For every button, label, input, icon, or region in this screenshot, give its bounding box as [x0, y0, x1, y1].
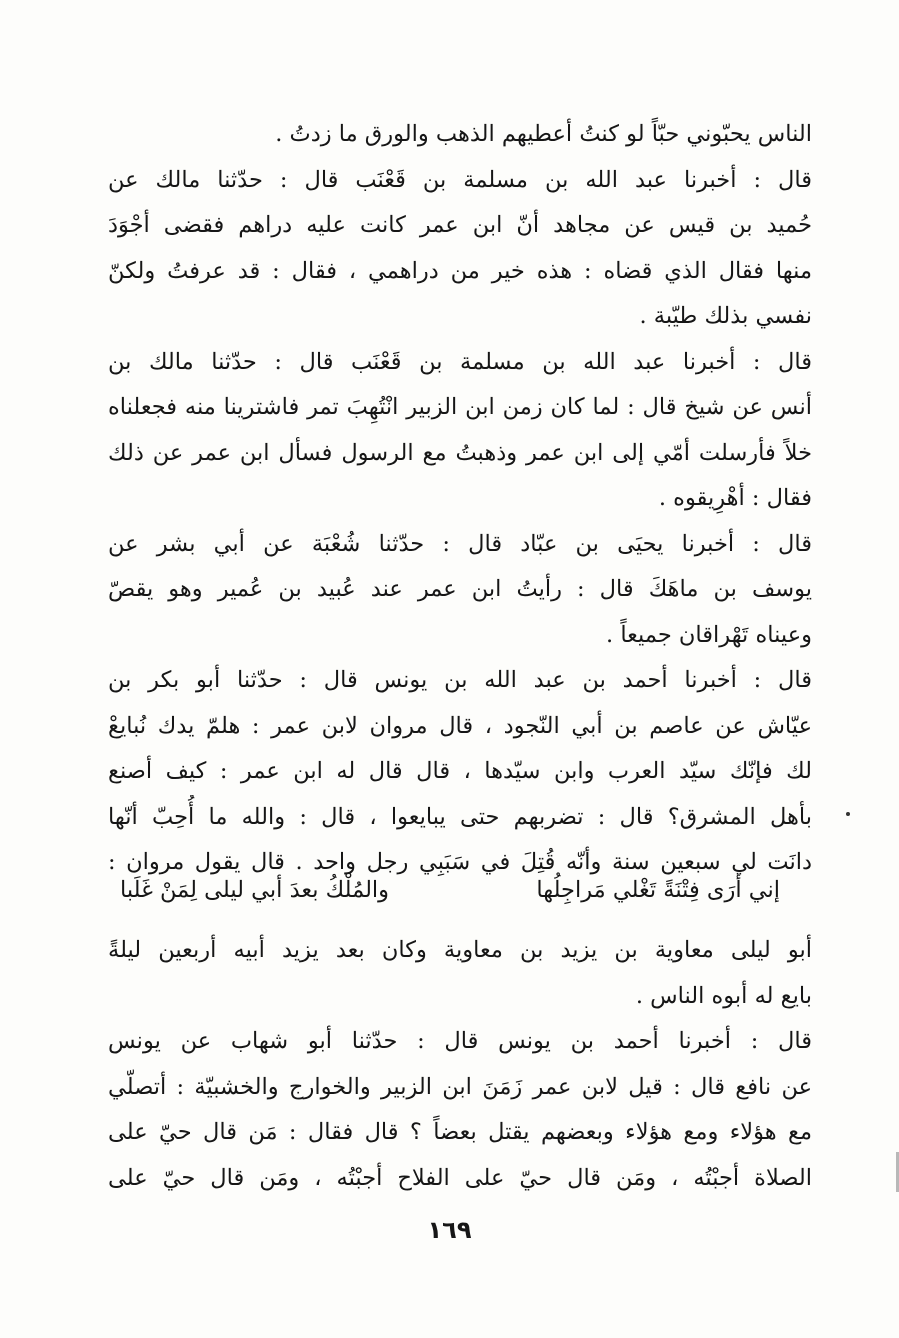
text-line: منها فقال الذي قضاه : هذه خير من دراهمي ، فقال : قد عرفتُ ولكنّ [108, 257, 812, 284]
text-line: قال : أخبرنا أحمد بن يونس قال : حدّثنا أبو شهاب عن يونس [108, 1028, 812, 1054]
text-line: عيّاش عن عاصم بن أبي النّجود ، قال مروان لابن عمر : هلمّ يدك نُبايعْ [108, 712, 812, 739]
page-number: ١٦٩ [427, 1216, 472, 1244]
main-text-block [108, 112, 812, 886]
text-line: أنس عن شيخ قال : لما كان زمن ابن الزبير انْتُهِبَ تمر فاشترينا منه فجعلناه [108, 394, 812, 420]
text-line: بأهل المشرق؟ قال : تضربهم حتى يبايعوا ، قال : والله ما أُحِبّ أنّها [108, 803, 812, 830]
verse-first-hemistich: إني أرَى فِتْنَةً تَغْلي مَراجِلُها [536, 877, 780, 903]
text-line: لك فإنّك سيّد العرب وابن سيّدها ، قال قال له ابن عمر : كيف أصنع [108, 758, 812, 784]
text-line: أبو ليلى معاوية بن يزيد بن معاوية وكان بعد يزيد أبيه أربعين ليلةً [108, 937, 812, 963]
text-line: قال : أخبرنا يحيَى بن عبّاد قال : حدّثنا شُعْبَة عن أبي بشر عن [108, 530, 812, 557]
text-line: حُميد بن قيس عن مجاهد أنّ ابن عمر كانت عليه دراهم فقضى أجْوَدَ [108, 212, 812, 238]
text-line: فقال : أهْرِيقوه . [658, 485, 812, 511]
continued-text-block [108, 928, 812, 1201]
text-line: نفسي بذلك طيّبة . [639, 303, 812, 329]
text-line: يوسف بن ماهَكَ قال : رأيتُ ابن عمر عند عُبيد بن عُمير وهو يقصّ [108, 576, 812, 602]
text-line: قال : أخبرنا عبد الله بن مسلمة بن قَعْنَب قال : حدّثنا مالك عن [108, 166, 812, 193]
text-line: الصلاة أجبْتُه ، ومَن قال حيّ على الفلاح أجبْتُه ، ومَن قال حيّ على [108, 1164, 812, 1191]
text-line: عن نافع قال : قيل لابن عمر زَمَنَ ابن الزبير والخوارج والخشبيّة : أتصلّي [108, 1073, 812, 1100]
text-line: قال : أخبرنا عبد الله بن مسلمة بن قَعْنَب قال : حدّثنا مالك بن [108, 348, 812, 375]
text-line: وعيناه تَهْراقان جميعاً . [606, 621, 812, 648]
text-line: الناس يحبّوني حبّاً لو كنتُ أعطيهم الذهب والورق ما زدتُ . [275, 121, 812, 147]
verse-second-hemistich: والمُلْكُ بعدَ أبي ليلى لِمَنْ غَلَبا [120, 877, 390, 903]
text-line: دانَت لي سبعين سنة وأنّه قُتِلَ في سَبَبِي رجل واحد . قال يقول مروان : [108, 849, 812, 875]
text-line: قال : أخبرنا أحمد بن عبد الله بن يونس قال : حدّثنا أبو بكر بن [108, 667, 812, 693]
ink-dot [846, 812, 850, 816]
text-line: بايع له أبوه الناس . [635, 982, 812, 1009]
poetry-verse [120, 868, 780, 914]
text-line: مع هؤلاء ومع هؤلاء وبعضهم يقتل بعضاً ؟ قال فقال : مَن قال حيّ على [108, 1119, 812, 1145]
text-line: خلاً فأرسلت أمّي إلى ابن عمر وذهبتُ مع الرسول فسأل ابن عمر عن ذلك [108, 439, 812, 466]
